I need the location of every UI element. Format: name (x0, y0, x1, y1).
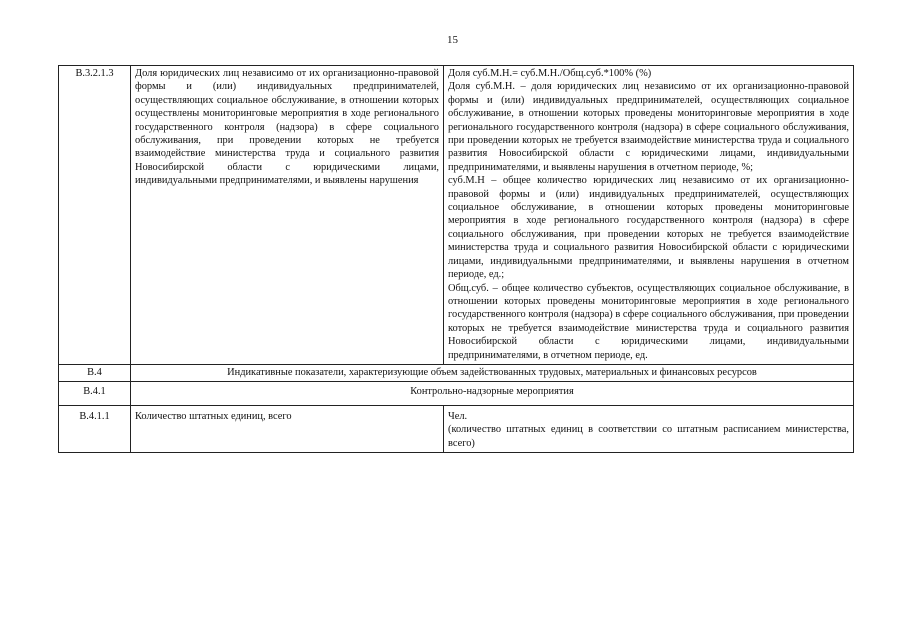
formula-line: Доля суб.М.Н. – доля юридических лиц независимо от их организационно-правовой формы и (или) индивидуальных предпринимателей, осуществляющих социальное обслуживание, в отношении которых проведены мониторинговые мероприятия в ходе регионального государственного контроля (надзора) в сфере социального обслуживания, при проведении которых не требуется взаимодействие министерства труда и социального развития Новосибирской области с юридическими лицами, индивидуальными предпринимателями, и выявлены нарушения в отчетном периоде, %; (448, 81, 849, 173)
table-row (59, 66, 854, 365)
page-number: 15 (447, 34, 458, 46)
formula-line: суб.М.Н – общее количество юридических лиц независимо от их организационно-правовой формы и (или) индивидуальных предпринимателей, осуществляющих социальное обслуживание, в отношении которых проведены мониторинговые мероприятия в ходе регионального государственного контроля (надзора) в сфере социального обслуживания, при проведении которых не требуется взаимодействие министерства труда и социального развития Новосибирской области с юридическими лицами, индивидуальными предпринимателями, и выявлены нарушения в отчетном периоде, ед.; (448, 175, 849, 281)
indicator-code: В.3.2.1.3 (59, 66, 131, 365)
indicator-formula (444, 405, 854, 452)
indicator-code: В.4.1.1 (59, 405, 131, 452)
formula-line: Чел. (448, 410, 468, 422)
section-title: Индикативные показатели, характеризующие объем задействованных трудовых, материальных и финансовых ресурсов (131, 364, 854, 381)
table-row (59, 364, 854, 381)
section-code: В.4.1 (59, 382, 131, 405)
indicator-name: Количество штатных единиц, всего (131, 405, 444, 452)
table-row (59, 405, 854, 452)
section-code: В.4 (59, 364, 131, 381)
indicators-table (58, 65, 854, 453)
indicator-name: Доля юридических лиц независимо от их организационно-правовой формы и (или) индивидуальных предпринимателей, осуществляющих социальное обслуживание, в отношении которых осуществлены мониторинговые мероприятия в ходе регионального государственного контроля (надзора) в сфере социального обслуживания, при проведении которых не требуется взаимодействие министерства труда и социального развития Новосибирской области с юридическими лицами, индивидуальными предпринимателями, и выявлены нарушения (131, 66, 444, 365)
formula-line: (количество штатных единиц в соответствии со штатным расписанием министерства, всего) (448, 424, 849, 449)
formula-line: Общ.суб. – общее количество субъектов, осуществляющих социальное обслуживание, в отношении которых проведены мониторинговые мероприятия в ходе регионального государственного контроля (надзора) в сфере социального обслуживания, при проведении которых не требуется взаимодействие министерства труда и социального развития Новосибирской области с юридическими лицами, индивидуальными предпринимателями, в отчетном периоде, ед. (448, 282, 849, 361)
indicator-formula (444, 66, 854, 365)
formula-line: Доля суб.М.Н.= суб.М.Н./Общ.суб.*100% (%) (448, 68, 652, 79)
section-title: Контрольно-надзорные мероприятия (131, 382, 854, 405)
table-row (59, 382, 854, 405)
